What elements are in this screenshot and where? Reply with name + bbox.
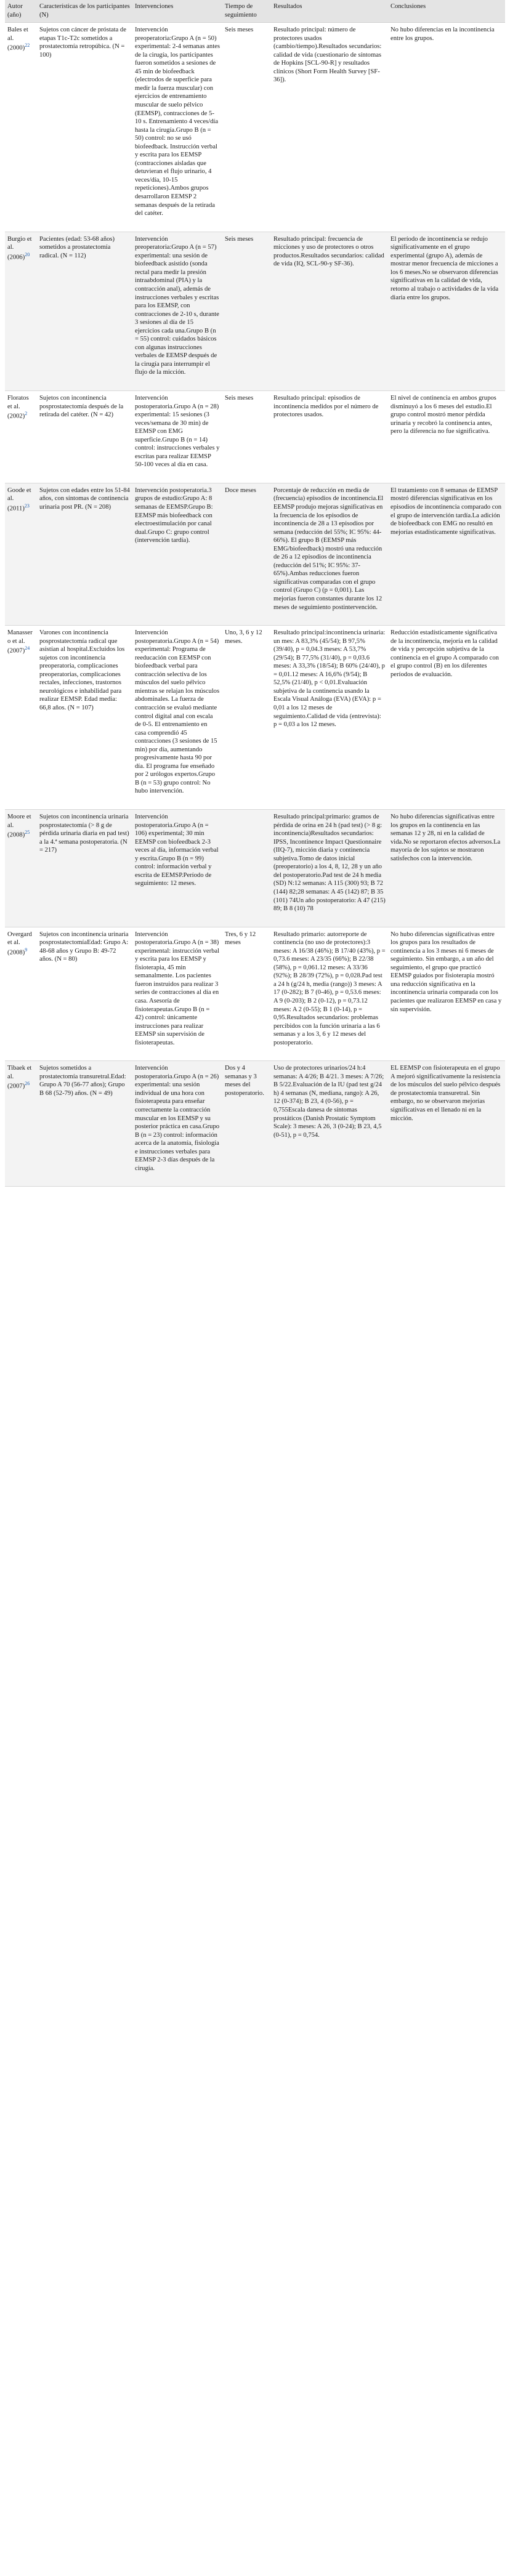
author-name: Tibaek et al. (2007): [7, 1065, 32, 1090]
cell-conclusions: El tratamiento con 8 semanas de EEMSP mostró diferencias significativas en los episodios de incontinencia comparado con el grupo de intervención tardía.La adición de biofeedback con EMG no resultó en mejorías estadísticamente significativas.: [388, 483, 505, 625]
cell-results: Resultado principal:primario: gramos de pérdida de orina en 24 h (pad test) (> 8 g: incontinencia)Resultados secundarios: IPSS, Incontinence Impact Questionnaire (IIQ-7), micción diaria y continencia subjetiva.Tomo de datos inicial (preoperatorio) a los 4, 8, 12, 28 y un año del postoperatorio.Pad test de 24 h media (SD) N:12 semanas: A 115 (300) 93; B 72 (144) 82;28 semanas: A 45 (142) 87; B 35 (101) 74Un año postoperatorio: A 47 (215) 89; B 8 (10) 78: [271, 810, 388, 927]
cell-author: [5, 626, 37, 810]
reference-link[interactable]: 20: [25, 251, 30, 257]
cell-conclusions: EL EEMSP con fisioterapeuta en el grupo A mejoró significativamente la resistencia de los músculos del suelo pélvico después de prostatectomía transuretral. Sin embargo, no se observaron mejorías significativas en el llenado ni en la micción.: [388, 1061, 505, 1187]
header-participants: Características de los participantes (N): [37, 0, 132, 23]
cell-author: [5, 810, 37, 927]
cell-participants: Pacientes (edad: 53-68 años) sometidos a prostatectomía radical. (N = 112): [37, 232, 132, 390]
table-row: [5, 927, 505, 1061]
header-conclusions: Conclusiones: [388, 0, 505, 23]
author-name: Floratos et al. (2002): [7, 394, 29, 420]
cell-participants: Sujetos con incontinencia urinaria posprostatectomía (> 8 g de pérdida urinaria diaria en pad test) a la 4.ª semana postoperatoria. (N = 217): [37, 810, 132, 927]
author-name: Bales et al. (2000): [7, 26, 28, 52]
cell-results: Resultado principal: frecuencia de micciones y uso de protectores o otros productos.Resultados secundarios: calidad de vida (IQ, SCL-90-y SF-36).: [271, 232, 388, 390]
cell-results: Resultado principal:incontinencia urinaria: un mes: A 83,3% (45/54); B 97,5% (39/40), p = 0,04.3 meses: A 53,7% (29/54); B 77,5% (31/40), p = 0,03.6 meses: A 33,3% (18/54); B 60% (24/40), p = 0,01.12 meses: A 16,6% (9/54); B 52,5% (21/40), p < 0,01.Evaluación subjetiva de la continencia usando la Escala Visual Análoga (EVA) (EVA): p = 0,01 a los 12 meses de seguimiento.Calidad de vida (entrevista): p = 0,03 a los 12 meses.: [271, 626, 388, 810]
author-name: Manassero et al. (2007): [7, 629, 33, 655]
table-body: [5, 23, 505, 1187]
cell-followup: Seis meses: [222, 390, 271, 483]
cell-participants: Sujetos con cáncer de próstata de etapas T1c-T2c sometidos a prostatectomía retropúbica. (N = 100): [37, 23, 132, 232]
cell-interventions: Intervención postoperatoria.Grupo A (n = 106) experimental; 30 min EEMSP con biofeedback 2-3 veces al día, información verbal y escrita.Grupo B (n = 99) control: información verbal y escrita de EEMSP.Período de seguimiento: 12 meses.: [132, 810, 222, 927]
header-interventions: Intervenciones: [132, 0, 222, 23]
reference-link[interactable]: 9: [25, 947, 28, 953]
results-table: [5, 0, 505, 1187]
cell-followup: Tres, 6 y 12 meses: [222, 927, 271, 1061]
cell-interventions: Intervención postoperatoria.Grupo A (n = 26) experimental: una sesión individual de una hora con fisioterapeuta para enseñar correctamente la contracción muscular en los EEMSP y su posterior práctica en casa.Grupo B (n = 23) control: información acerca de la anatomía, fisiología e instrucciones verbales para EEMSP 2-3 días después de la cirugía.: [132, 1061, 222, 1187]
cell-author: [5, 483, 37, 625]
cell-results: Resultado principal: número de protectores usados (cambio/tiempo).Resultados secundarios: calidad de vida (cuestionario de síntomas de Hopkins [SCL-90-R] y resultados clínicos (Short Form Health Survey [SF-36]).: [271, 23, 388, 232]
reference-link[interactable]: 26: [25, 1081, 30, 1087]
table-row: [5, 483, 505, 625]
reference-link[interactable]: 24: [25, 645, 30, 652]
cell-followup: Uno, 3, 6 y 12 meses.: [222, 626, 271, 810]
table-row: [5, 810, 505, 927]
cell-followup: Doce meses: [222, 483, 271, 625]
cell-conclusions: Reducción estadísticamente significativa de la incontinencia, mejoría en la calidad de vida y percepción subjetiva de la continencia en el grupo A comparado con el grupo control (B) en los diferentes períodos de evaluación.: [388, 626, 505, 810]
author-name: Moore et al. (2008): [7, 814, 31, 839]
cell-conclusions: No hubo diferencias en la incontinencia entre los grupos.: [388, 23, 505, 232]
table-row: [5, 232, 505, 390]
reference-link[interactable]: 2: [25, 411, 28, 417]
table-row: [5, 23, 505, 232]
cell-interventions: Intervención postoperatoria.3 grupos de estudio:Grupo A: 8 semanas de EEMSP.Grupo B: EEMSP más biofeedback con electroestimulación por canal dual.Grupo C: grupo control (intervención tardía).: [132, 483, 222, 625]
cell-author: [5, 232, 37, 390]
cell-participants: Sujetos con incontinencia posprostatectomía después de la retirada del catéter. (N = 42): [37, 390, 132, 483]
cell-interventions: Intervención postoperatoria.Grupo A (n = 38) experimental: instrucción verbal y escrita para los EEMSP y fisioterapia, 45 min semanalmente. Los pacientes fueron instruidos para realizar 3 series de contracciones al día en casa. Asesoría de fisioterapeutas.Grupo B (n = 42) control: únicamente instrucciones para realizar EEMSP sin supervisión de fisioterapeutas.: [132, 927, 222, 1061]
cell-conclusions: No hubo diferencias significativas entre los grupos en la continencia en las semanas 12 y 28, ni en la calidad de vida.No se reportaron efectos adversos.La mayoría de los sujetos se mostraron satisfechos con la intervención.: [388, 810, 505, 927]
cell-author: [5, 1061, 37, 1187]
cell-conclusions: No hubo diferencias significativas entre los grupos para los resultados de continencia a los 3 meses ni 6 meses de seguimiento. Sin embargo, a un año del seguimiento, el grupo que practicó EEMSP guiados por fisioterapia mostró una reducción significativa en la incontinencia urinaria comparada con los pacientes que realizaron EEMSP en casa y sin supervisión.: [388, 927, 505, 1061]
cell-author: [5, 390, 37, 483]
cell-conclusions: El nivel de continencia en ambos grupos disminuyó a los 6 meses del estudio.El grupo control mostró menor pérdida urinaria y recobró la continencia antes, pero la diferencia no fue significativa.: [388, 390, 505, 483]
table-header: [5, 0, 505, 23]
cell-participants: Sujetos con edades entre los 51-84 años, con síntomas de continencia urinaria post PR. (N = 208): [37, 483, 132, 625]
cell-author: [5, 23, 37, 232]
reference-link[interactable]: 22: [25, 42, 30, 49]
cell-interventions: Intervención postoperatoria.Grupo A (n = 28) experimental: 15 sesiones (3 veces/semana de 30 min) de EEMSP con EMG superficie.Grupo B (n = 14) control: instrucciones verbales y escritas para realizar EEMSP 50-100 veces al día en casa.: [132, 390, 222, 483]
table-row: [5, 626, 505, 810]
cell-participants: Sujetos con incontinencia urinaria posprostatectomíaEdad: Grupo A: 48-68 años y Grupo B: 49-72 años. (N = 80): [37, 927, 132, 1061]
cell-conclusions: El período de incontinencia se redujo significativamente en el grupo experimental (grupo A), además de mostrar menor frecuencia de micciones a los 6 meses.No se observaron diferencias significativas en la calidad de vida, retorno al trabajo o actividades de la vida diaria entre los grupos.: [388, 232, 505, 390]
cell-results: Uso de protectores urinarios/24 h:4 semanas: A 4/26; B 4/21. 3 meses: A 7/26; B 5/22.Evaluación de la IU (pad test g/24 h) 4 semanas (N, mediana, rango): A 26, 12 (0-374); B 23, 4 (0-56), p = 0,755Escala danesa de síntomas prostáticos (Danish Prostatic Symptom Scale): 3 meses: A 26, 3 (0-24); B 23, 4,5 (0-51), p = 0,754.: [271, 1061, 388, 1187]
table-row: [5, 390, 505, 483]
cell-followup: Seis meses: [222, 232, 271, 390]
cell-interventions: Intervención preoperatoria:Grupo A (n = 50) experimental: 2-4 semanas antes de la cirugía, los participantes fueron sometidos a sesiones de 45 min de biofeedback (electrodos de superficie para medir la fuerza muscular) con ejercicios de entrenamiento muscular de suelo pélvico (EEMSP), contracciones de 5-10 s. Entrenamiento 4 veces/día hasta la cirugía.Grupo B (n = 50) control: no se usó biofeedback. Instrucción verbal y escrita para los EEMSP (contracciones aisladas que detuvieran el flujo urinario, 4 veces/día, 10-15 repeticiones).Ambos grupos desarrollaron EEMSP 2 semanas después de la retirada del catéter.: [132, 23, 222, 232]
cell-followup: Dos y 4 semanas y 3 meses del postoperatorio.: [222, 1061, 271, 1187]
header-followup: Tiempo de seguimiento: [222, 0, 271, 23]
cell-participants: Varones con incontinencia posprostatectomía radical que asistían al hospital.Excluidos los sujetos con incontinencia preoperatoria, complicaciones preoperatorias, complicaciones rectales, infecciones, trastornos neurológicos e inhabilidad para realizar EEMSP. Edad media: 66,8 años. (N = 107): [37, 626, 132, 810]
author-name: Overgard et al. (2008): [7, 931, 32, 956]
author-name: Goode et al. (2011): [7, 487, 31, 512]
reference-link[interactable]: 25: [25, 830, 30, 836]
header-row: [5, 0, 505, 23]
cell-author: [5, 927, 37, 1061]
cell-interventions: Intervención preoperatoria:Grupo A (n = 57) experimental: una sesión de biofeedback asistido (sonda rectal para medir la presión intraabdominal (PIA) y la contracción anal), además de instrucciones verbales y escritas para los EEMSP, con contracciones de 2-10 s, durante 3 sesiones al día de 15 ejercicios cada una.Grupo B (n = 55) control: cuidados básicos con algunas instrucciones verbales de EEMSP después de la cirugía para interrumpir el flujo de la micción.: [132, 232, 222, 390]
cell-interventions: Intervención postoperatoria.Grupo A (n = 54) experimental: Programa de reeducación con EEMSP con biofeedback verbal para contracción selectiva de los músculos del suelo pélvico mientras se relajan los músculos abdominales. La fuerza de contracción se evaluó mediante control digital anal con escala de 0-5. El entrenamiento en casa comprendió 45 contracciones (3 sesiones de 15 min) por día, aumentando progresivamente hasta 90 por día. El programa fue enseñado por 2 urólogos expertos.Grupo B (n = 53) grupo control: No hubo intervención.: [132, 626, 222, 810]
cell-participants: Sujetos sometidos a prostatectomía transuretral.Edad: Grupo A 70 (56-77 años); Grupo B 68 (52-79) años. (N = 49): [37, 1061, 132, 1187]
table-row: [5, 1061, 505, 1187]
cell-results: Resultado primario: autorreporte de continencia (no uso de protectores):3 meses: A 16/38 (46%); B 17/40 (43%), p = 0,73.6 meses: A 23/35 (66%); B 22/38 (58%), p = 0,061.12 meses: A 33/36 (92%); B 28/39 (72%), p = 0,028.Pad test a 24 h (g/24 h, media (rango)) 3 meses: A 17 (0-282); B 7 (0-46), p = 0,53.6 meses: A 9 (0-203); B 2 (0-12), p = 0,73.12 meses: A 2 (0-55); B 1 (0-14), p = 0,95.Resultados secundarios: problemas percibidos con la función urinaria a las 6 semanas y a los 3, 6 y 12 meses del postoperatorio.: [271, 927, 388, 1061]
cell-followup: Seis meses: [222, 23, 271, 232]
reference-link[interactable]: 23: [24, 503, 30, 509]
author-name: Burgio et al. (2006): [7, 235, 32, 261]
cell-results: Porcentaje de reducción en media de (frecuencia) episodios de incontinencia.El EEMSP produjo mejoras significativas en la frecuencia de los episodios de incontinencia de 28 a 13 episodios por semana (reducción del 55%; IC 95%: 44-66%). El grupo B (EEMSP más EMG/biofeedback) mostró una reducción de 26 a 12 episodios de incontinencia (reducción del 51%; IC 95%: 37-65%).Ambas reducciones fueron significativas comparadas con el grupo control (Grupo C) (p = 0,001). Las mejorías fueron constantes durante los 12 meses de seguimiento postintervención.: [271, 483, 388, 625]
header-results: Resultados: [271, 0, 388, 23]
header-author: Autor (año): [5, 0, 37, 23]
cell-followup: [222, 810, 271, 927]
cell-results: Resultado principal: episodios de incontinencia medidos por el número de protectores usados.: [271, 390, 388, 483]
